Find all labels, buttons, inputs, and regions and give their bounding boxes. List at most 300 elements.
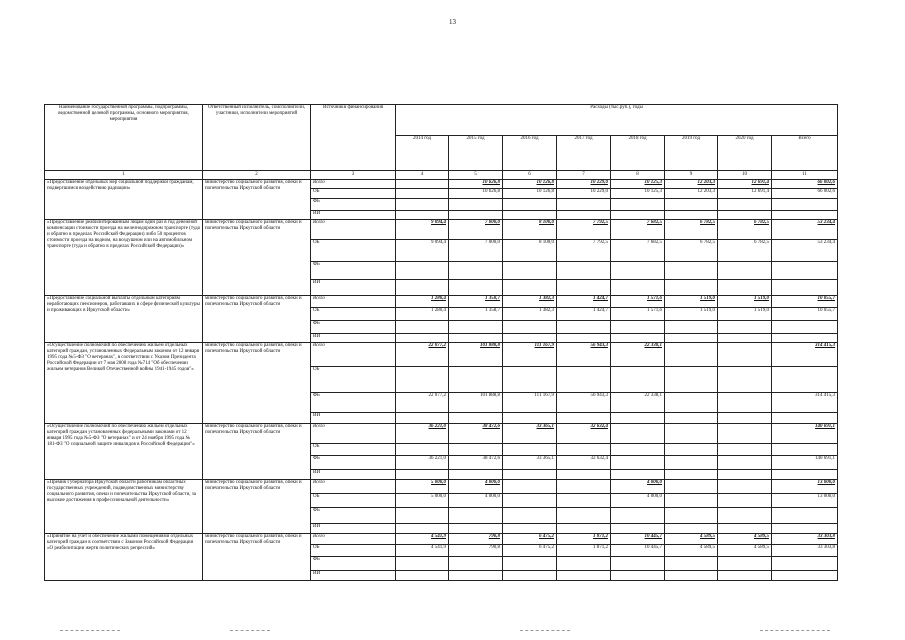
scan-edge-mark: [60, 630, 120, 632]
responsible-executor: министерство социального развития, опеки и попечительства Иркутской области: [203, 343, 311, 424]
year-value: [557, 413, 611, 424]
year-value: [665, 444, 718, 456]
total-value: [772, 571, 838, 581]
year-value: [557, 280, 611, 296]
year-value: [396, 321, 449, 334]
year-value: [718, 413, 772, 424]
year-value: 790,8: [449, 545, 503, 557]
year-value: [718, 321, 772, 334]
funding-source: ИИ: [311, 470, 396, 480]
year-value: 10 125,3: [611, 189, 665, 199]
responsible-executor: министерство социального развития, опеки и попечительства Иркутской области: [203, 220, 311, 296]
year-value: [396, 470, 449, 480]
year-value: [718, 367, 772, 393]
year-value: [396, 280, 449, 296]
table-row: [45, 424, 838, 444]
funding-source: ОБ: [311, 308, 396, 321]
year-value: 10 126,8: [503, 189, 557, 199]
total-value: 53 234,4: [772, 240, 838, 262]
total-value: [772, 367, 838, 393]
header-year: 2016 год: [503, 136, 557, 171]
funding-source: ФБ: [311, 199, 396, 211]
year-value: [449, 367, 503, 393]
year-value: [611, 262, 665, 280]
year-value: 6 475,2: [503, 545, 557, 557]
column-number: 3: [311, 171, 396, 180]
header-name: Наименование государственной программы, подпрограммы, ведомственной целевой программы, основного мероприятия, мероприятия: [45, 105, 203, 171]
funding-source: ФБ: [311, 393, 396, 413]
year-value: 4 589,5: [718, 545, 772, 557]
year-value: 4 589,5: [665, 534, 718, 545]
year-value: 10 126,8: [503, 180, 557, 189]
year-value: [718, 470, 772, 480]
year-value: 12 691,4: [718, 180, 772, 189]
total-value: 314 415,3: [772, 393, 838, 413]
year-value: [611, 413, 665, 424]
year-value: [503, 480, 557, 494]
year-value: [665, 280, 718, 296]
year-value: [611, 571, 665, 581]
total-value: [772, 321, 838, 334]
year-value: [611, 508, 665, 524]
column-number: 10: [718, 171, 772, 180]
funding-source: Всего: [311, 424, 396, 444]
year-value: [503, 334, 557, 343]
year-value: [396, 211, 449, 220]
year-value: 32 632,4: [557, 424, 611, 444]
year-value: 1 571,6: [611, 296, 665, 308]
year-value: [449, 413, 503, 424]
year-value: [449, 524, 503, 534]
year-value: [611, 211, 665, 220]
year-value: 7 000,0: [449, 240, 503, 262]
year-value: 22 077,2: [396, 343, 449, 367]
year-value: [665, 571, 718, 581]
year-value: [396, 189, 449, 199]
year-value: 38 472,6: [449, 424, 503, 444]
total-value: [772, 524, 838, 534]
year-value: [449, 199, 503, 211]
funding-source: ИИ: [311, 211, 396, 220]
year-value: [449, 470, 503, 480]
year-value: [557, 508, 611, 524]
responsible-executor: министерство социального развития, опеки и попечительства Иркутской области: [203, 424, 311, 480]
responsible-executor: министерство социального развития, опеки и попечительства Иркутской области: [203, 180, 311, 220]
year-value: [718, 211, 772, 220]
year-value: 1 424,7: [557, 296, 611, 308]
year-value: [503, 571, 557, 581]
year-value: 4 541,9: [396, 534, 449, 545]
column-number: 2: [203, 171, 311, 180]
year-value: 8 100,0: [503, 240, 557, 262]
year-value: [665, 413, 718, 424]
funding-source: ФБ: [311, 321, 396, 334]
total-value: [772, 280, 838, 296]
year-value: [665, 262, 718, 280]
year-value: 7 682,5: [611, 240, 665, 262]
total-value: 13 000,0: [772, 494, 838, 508]
year-value: [557, 367, 611, 393]
year-value: 10 626,8: [449, 189, 503, 199]
year-value: 12 203,3: [665, 180, 718, 189]
year-value: 8 100,0: [503, 220, 557, 240]
year-value: [611, 280, 665, 296]
year-value: [503, 524, 557, 534]
year-value: 32 632,4: [557, 456, 611, 470]
year-value: [718, 343, 772, 367]
funding-source: ИИ: [311, 524, 396, 534]
year-value: [503, 444, 557, 456]
year-value: [611, 557, 665, 571]
year-value: [665, 508, 718, 524]
year-value: [557, 444, 611, 456]
year-value: [557, 494, 611, 508]
total-value: 66 002,6: [772, 189, 838, 199]
year-value: 1 871,2: [557, 534, 611, 545]
page-number: 13: [449, 18, 456, 26]
year-value: [449, 262, 503, 280]
year-value: 790,8: [449, 534, 503, 545]
scan-edge-mark: [520, 630, 570, 632]
total-value: 10 055,7: [772, 308, 838, 321]
total-value: 66 002,6: [772, 180, 838, 189]
year-value: 6 782,5: [665, 240, 718, 262]
year-value: [449, 444, 503, 456]
year-value: 56 943,3: [557, 393, 611, 413]
year-value: 1 519,0: [665, 296, 718, 308]
program-name: «Осуществление полномочий по обеспечению жильем отдельных категорий граждан установленных федеральными законами от 12 января 1995 года №5-ФЗ "О ветеранах" и от 24 ноября 1995 года № 181-ФЗ "О социальной защите инвалидов в Российской Федерации"»: [45, 424, 203, 480]
year-value: [557, 557, 611, 571]
total-value: [772, 262, 838, 280]
year-value: [503, 280, 557, 296]
year-value: [396, 444, 449, 456]
year-value: 7 792,5: [557, 220, 611, 240]
year-value: [718, 199, 772, 211]
column-number: 1: [45, 171, 203, 180]
year-value: 1 519,0: [718, 296, 772, 308]
year-value: [665, 524, 718, 534]
responsible-executor: министерство социального развития, опеки и попечительства Иркутской области: [203, 480, 311, 534]
header-year: 2020 год: [718, 136, 772, 171]
year-value: [557, 199, 611, 211]
table-row: [45, 180, 838, 189]
total-value: [772, 508, 838, 524]
year-value: 12 203,3: [665, 189, 718, 199]
year-value: [557, 480, 611, 494]
year-value: 101 888,8: [449, 393, 503, 413]
funding-source: ФБ: [311, 508, 396, 524]
year-value: [503, 494, 557, 508]
year-value: 38 472,6: [449, 456, 503, 470]
program-name: «Премия Губернатора Иркутской области работникам областных государственных учреждений, подведомственных министерству социального развития, опеки и попечительства Иркутской области, за высокие достижения в профессиональной деятельности»: [45, 480, 203, 534]
year-value: [503, 199, 557, 211]
year-value: 4 541,9: [396, 545, 449, 557]
year-value: 4 000,0: [611, 494, 665, 508]
total-value: [772, 334, 838, 343]
year-value: 1 382,3: [503, 308, 557, 321]
total-value: 33 303,8: [772, 545, 838, 557]
year-value: 111 167,9: [503, 393, 557, 413]
year-value: 36 221,0: [396, 424, 449, 444]
total-value: 140 691,1: [772, 424, 838, 444]
year-value: [611, 444, 665, 456]
header-total: Всего: [772, 136, 838, 171]
table-row: [45, 480, 838, 494]
year-value: [665, 424, 718, 444]
year-value: [503, 321, 557, 334]
funding-source: ФБ: [311, 557, 396, 571]
header-year: 2018 год: [611, 136, 665, 171]
year-value: [611, 321, 665, 334]
year-value: 6 475,2: [503, 534, 557, 545]
total-value: 314 415,3: [772, 343, 838, 367]
year-value: [557, 571, 611, 581]
year-value: 1 382,3: [503, 296, 557, 308]
column-number: 9: [665, 171, 718, 180]
program-name: «Предоставление отдельных мер социальной поддержки гражданам, подвергшимся воздействию радиации»: [45, 180, 203, 220]
total-value: 53 234,4: [772, 220, 838, 240]
year-value: [396, 180, 449, 189]
funding-source: ОБ: [311, 367, 396, 393]
year-value: [503, 413, 557, 424]
table-row: [45, 296, 838, 308]
year-value: [611, 470, 665, 480]
year-value: [665, 367, 718, 393]
year-value: [557, 470, 611, 480]
header-sources: Источники финансирования: [311, 105, 396, 171]
funding-source: Всего: [311, 180, 396, 189]
year-value: [611, 456, 665, 470]
funding-source: ОБ: [311, 189, 396, 199]
program-name: «Принятие на учет и обеспечение жилыми помещениями отдельных категорий граждан в соответствии с Законом Российской Федерации «О реабилитации жертв политических репрессий»: [45, 534, 203, 581]
year-value: [718, 494, 772, 508]
year-value: [396, 413, 449, 424]
year-value: 111 167,9: [503, 343, 557, 367]
year-value: [718, 334, 772, 343]
year-value: [611, 334, 665, 343]
year-value: [396, 571, 449, 581]
year-value: 9 094,4: [396, 240, 449, 262]
year-value: 5 000,0: [396, 480, 449, 494]
year-value: 1 519,0: [718, 308, 772, 321]
year-value: 10 229,0: [557, 180, 611, 189]
year-value: [611, 424, 665, 444]
year-value: 10 229,0: [557, 189, 611, 199]
year-value: 1 358,7: [449, 296, 503, 308]
funding-source: Всего: [311, 343, 396, 367]
funding-source: ОБ: [311, 545, 396, 557]
column-number: 6: [503, 171, 557, 180]
program-name: «Предоставление социальной выплаты отдельным категориям неработающих пенсионеров, работавших в сфере физической культуры и проживающих в Иркутской области»: [45, 296, 203, 343]
year-value: [396, 334, 449, 343]
year-value: [503, 557, 557, 571]
year-value: [665, 456, 718, 470]
total-value: 13 000,0: [772, 480, 838, 494]
total-value: 140 691,1: [772, 456, 838, 470]
header-year: 2017 год: [557, 136, 611, 171]
year-value: 36 221,0: [396, 456, 449, 470]
year-value: [449, 280, 503, 296]
total-value: 33 303,8: [772, 534, 838, 545]
year-value: [503, 470, 557, 480]
year-value: 1 424,7: [557, 308, 611, 321]
header-expenses: Расходы (тыс.руб.), годы: [396, 105, 838, 136]
funding-source: Всего: [311, 480, 396, 494]
year-value: 4 589,5: [718, 534, 772, 545]
budget-table: [44, 104, 838, 581]
funding-source: ФБ: [311, 456, 396, 470]
year-value: 10 445,7: [611, 534, 665, 545]
responsible-executor: министерство социального развития, опеки и попечительства Иркутской области: [203, 534, 311, 581]
year-value: [718, 571, 772, 581]
header-year: 2015 год: [449, 136, 503, 171]
funding-source: Всего: [311, 220, 396, 240]
funding-source: ИИ: [311, 571, 396, 581]
year-value: 1 519,0: [665, 308, 718, 321]
year-value: [665, 321, 718, 334]
header-year: 2014 год: [396, 136, 449, 171]
year-value: [718, 262, 772, 280]
year-value: [396, 199, 449, 211]
year-value: 1 571,6: [611, 308, 665, 321]
year-value: [449, 508, 503, 524]
funding-source: ОБ: [311, 494, 396, 508]
year-value: [718, 480, 772, 494]
year-value: [665, 494, 718, 508]
year-value: [718, 424, 772, 444]
total-value: [772, 211, 838, 220]
year-value: [503, 262, 557, 280]
total-value: [772, 470, 838, 480]
column-number: 11: [772, 171, 838, 180]
funding-source: ОБ: [311, 444, 396, 456]
year-value: 101 888,8: [449, 343, 503, 367]
scan-edge-mark: [230, 630, 270, 632]
year-value: [503, 367, 557, 393]
total-value: [772, 557, 838, 571]
year-value: [718, 557, 772, 571]
year-value: [665, 557, 718, 571]
year-value: 12 691,4: [718, 189, 772, 199]
year-value: [611, 524, 665, 534]
year-value: [665, 480, 718, 494]
funding-source: ФБ: [311, 262, 396, 280]
year-value: [557, 211, 611, 220]
year-value: 1 358,7: [449, 308, 503, 321]
year-value: 4 000,0: [449, 494, 503, 508]
year-value: 6 782,5: [665, 220, 718, 240]
year-value: 7 000,0: [449, 220, 503, 240]
year-value: 33 365,1: [503, 424, 557, 444]
year-value: [449, 211, 503, 220]
funding-source: Всего: [311, 296, 396, 308]
year-value: [665, 334, 718, 343]
year-value: [718, 524, 772, 534]
funding-source: ИИ: [311, 413, 396, 424]
total-value: [772, 444, 838, 456]
year-value: [665, 393, 718, 413]
column-number: 8: [611, 171, 665, 180]
year-value: 33 365,1: [503, 456, 557, 470]
table-row: [45, 343, 838, 367]
column-number: 7: [557, 171, 611, 180]
column-number: 5: [449, 171, 503, 180]
year-value: [718, 393, 772, 413]
year-value: [665, 343, 718, 367]
year-value: 22 338,1: [611, 393, 665, 413]
year-value: 10 445,7: [611, 545, 665, 557]
column-number-row: [45, 171, 838, 180]
year-value: [557, 524, 611, 534]
year-value: [611, 199, 665, 211]
year-value: [665, 211, 718, 220]
scan-edge-mark: [760, 630, 830, 632]
year-value: [665, 199, 718, 211]
year-value: [396, 262, 449, 280]
year-value: [396, 508, 449, 524]
year-value: [718, 456, 772, 470]
year-value: 56 943,3: [557, 343, 611, 367]
year-value: [449, 334, 503, 343]
year-value: [611, 367, 665, 393]
funding-source: Всего: [311, 534, 396, 545]
column-number: 4: [396, 171, 449, 180]
year-value: [503, 211, 557, 220]
program-name: «Предоставление реабилитированным лицам один раз в год денежной компенсации стоимости проезда на железнодорожном транспорте (туда и обратно в пределах Российской Федерации) либо 50 процентов стоимости проезда на водном, на воздушном или на автомобильном транспорте (туда и обратно в пределах Российской Федерации)»: [45, 220, 203, 296]
year-value: [503, 508, 557, 524]
year-value: 4 589,5: [665, 545, 718, 557]
year-value: [449, 557, 503, 571]
year-value: 7 792,5: [557, 240, 611, 262]
header-year: 2019 год: [665, 136, 718, 171]
year-value: [396, 367, 449, 393]
year-value: 22 338,1: [611, 343, 665, 367]
responsible-executor: министерство социального развития, опеки и попечительства Иркутской области: [203, 296, 311, 343]
year-value: 10 125,3: [611, 180, 665, 189]
year-value: [718, 280, 772, 296]
year-value: 1 871,2: [557, 545, 611, 557]
year-value: [718, 508, 772, 524]
year-value: 9 094,4: [396, 220, 449, 240]
year-value: [718, 444, 772, 456]
year-value: 1 280,4: [396, 296, 449, 308]
year-value: 6 782,5: [718, 220, 772, 240]
year-value: [449, 321, 503, 334]
funding-source: ОБ: [311, 240, 396, 262]
year-value: 10 626,8: [449, 180, 503, 189]
table-row: [45, 534, 838, 545]
funding-source: ИИ: [311, 280, 396, 296]
year-value: 6 782,5: [718, 240, 772, 262]
total-value: [772, 413, 838, 424]
year-value: [396, 557, 449, 571]
year-value: [665, 470, 718, 480]
year-value: [557, 334, 611, 343]
funding-source: ИИ: [311, 334, 396, 343]
year-value: [557, 321, 611, 334]
total-value: 10 055,7: [772, 296, 838, 308]
year-value: 22 077,2: [396, 393, 449, 413]
year-value: 1 280,4: [396, 308, 449, 321]
year-value: [557, 262, 611, 280]
total-value: [772, 199, 838, 211]
year-value: 7 682,5: [611, 220, 665, 240]
year-value: [396, 524, 449, 534]
program-name: «Осуществление полномочий по обеспечению жильем отдельных категорий граждан, установленных Федеральным законом от 12 января 1995 года №5-ФЗ "О ветеранах", в соответствии с Указом Президента Российской Федерации от 7 мая 2008 года №714 "Об обеспечении жильем ветеранов Великой Отечественной войны 1941-1945 годов"»: [45, 343, 203, 424]
year-value: 4 000,0: [611, 480, 665, 494]
table-row: [45, 220, 838, 240]
header-responsible: Ответственный исполнитель, соисполнители, участники, исполнители мероприятий: [203, 105, 311, 171]
